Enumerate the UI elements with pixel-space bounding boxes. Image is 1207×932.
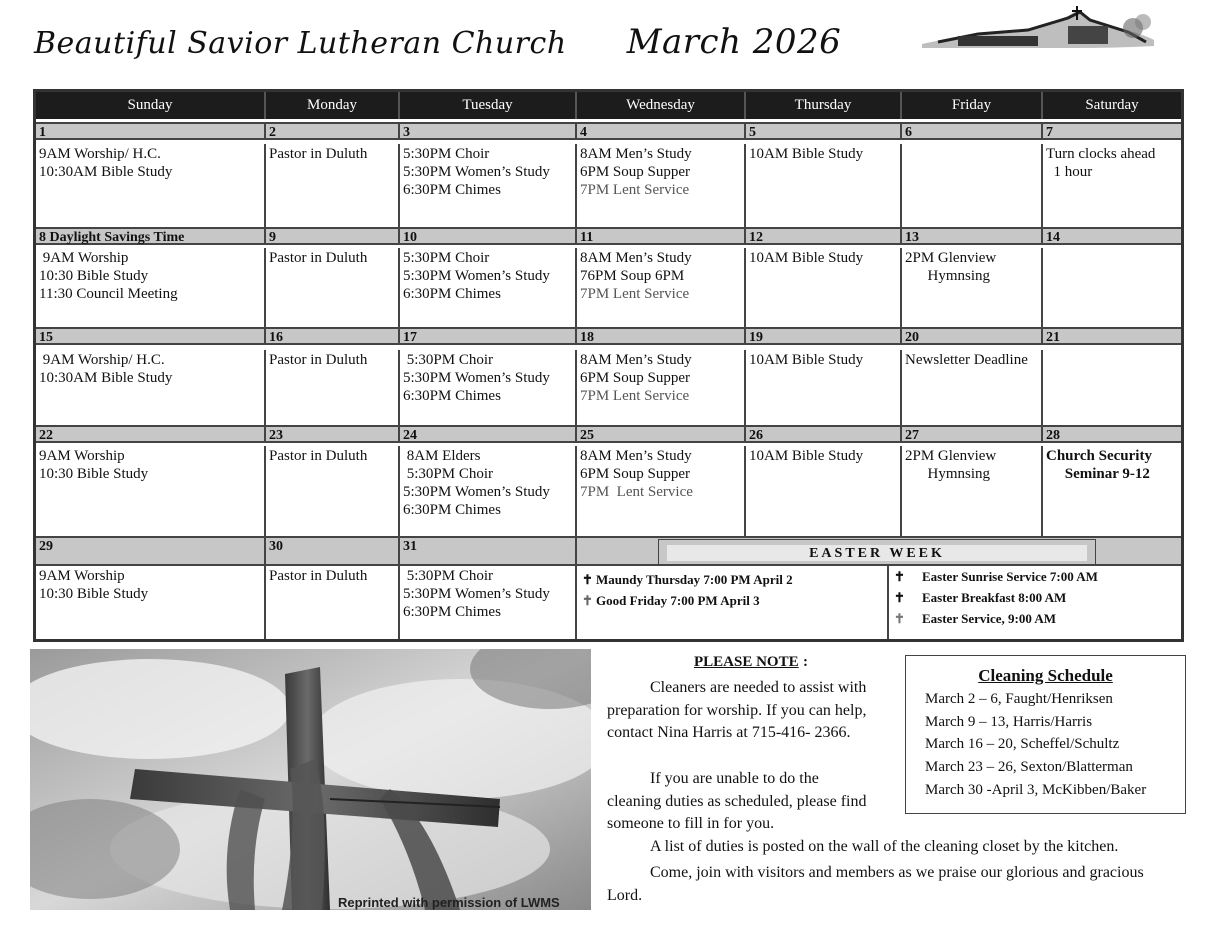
day-events: [577, 446, 746, 538]
day-events: [577, 144, 746, 227]
day-events: Pastor in Duluth: [266, 566, 400, 639]
church-name: Beautiful Savior Lutheran Church: [34, 26, 567, 61]
day-events: Turn clocks ahead 1 hour: [1046, 146, 1156, 180]
cross-icon: ✝: [582, 593, 593, 608]
cleaning-item: March 23 – 26, Sexton/Blatterman: [925, 759, 1133, 775]
date-number: 4: [577, 122, 746, 140]
event-text: 8AM Men’s Study 6PM Soup Supper: [580, 352, 692, 386]
easter-event: ✝ Good Friday 7:00 PM April 3: [582, 593, 760, 608]
date-number: 13: [902, 227, 1043, 245]
event-text: 8AM Men’s Study 6PM Soup Supper: [580, 146, 692, 180]
date-number: 11: [577, 227, 746, 245]
lent-service: 7PM Lent Service: [580, 286, 690, 302]
easter-event: ✝ Easter Service, 9:00 AM: [894, 611, 1057, 626]
day-events: 5:30PM Choir 5:30PM Women’s Study 6:30PM Chimes: [400, 144, 577, 227]
day-events: 9AM Worship/ H.C. 10:30AM Bible Study: [36, 350, 266, 425]
header-saturday: Saturday: [1043, 92, 1181, 119]
page-title: [34, 22, 841, 62]
event-text: 8AM Men’s Study 6PM Soup Supper: [580, 448, 692, 482]
day-events: 10AM Bible Study: [746, 446, 902, 538]
church-logo: [918, 6, 1158, 54]
header-tuesday: Tuesday: [400, 92, 577, 119]
date-number: 20: [902, 327, 1043, 345]
day-events: 2PM Glenview Hymnsing: [902, 446, 1043, 538]
easter-week-label: EASTER WEEK: [667, 545, 1087, 561]
date-number: 5: [746, 122, 902, 140]
month-title: March 2026: [626, 22, 842, 62]
header-sunday: Sunday: [36, 92, 266, 119]
note-paragraph: A list of duties is posted on the wall of the cleaning closet by the kitchen.: [650, 838, 1119, 855]
date-number: 3: [400, 122, 577, 140]
header-thursday: Thursday: [746, 92, 902, 119]
day-events: 9AM Worship 10:30 Bible Study: [36, 566, 266, 639]
date-number: 14: [1043, 227, 1181, 245]
day-events: 2PM Glenview Hymnsing: [902, 248, 1043, 327]
date-number: 6: [902, 122, 1043, 140]
header-friday: Friday: [902, 92, 1043, 119]
date-number: 28: [1043, 425, 1181, 443]
date-number: 1: [36, 122, 266, 140]
day-events: Church Security Seminar 9-12: [1046, 448, 1152, 482]
day-events: Pastor in Duluth: [266, 446, 400, 538]
date-number: 2: [266, 122, 400, 140]
day-events: 5:30PM Choir 5:30PM Women’s Study 6:30PM Chimes: [400, 566, 577, 639]
day-events: 9AM Worship 10:30 Bible Study 11:30 Council Meeting: [36, 248, 266, 327]
date-number: 10: [400, 227, 577, 245]
lent-service: 7PM Lent Service: [580, 182, 690, 198]
day-events: 5:30PM Choir 5:30PM Women’s Study 6:30PM Chimes: [400, 350, 577, 425]
event-text: 8AM Men’s Study 76PM Soup 6PM: [580, 250, 692, 284]
date-number: 26: [746, 425, 902, 443]
day-events: [577, 248, 746, 327]
day-events: 9AM Worship 10:30 Bible Study: [36, 446, 266, 538]
day-events: Pastor in Duluth: [266, 350, 400, 425]
cleaning-schedule: [905, 655, 1186, 814]
cross-icon: ✝: [894, 569, 905, 584]
date-number: 27: [902, 425, 1043, 443]
cleaning-item: March 2 – 6, Faught/Henriksen: [925, 691, 1113, 707]
date-number: 15: [36, 327, 266, 345]
please-note-title: PLEASE NOTE: [694, 654, 799, 670]
date-number: 12: [746, 227, 902, 245]
date-number: 21: [1043, 327, 1181, 345]
header-wednesday: Wednesday: [577, 92, 746, 119]
cleaning-item: March 16 – 20, Scheffel/Schultz: [925, 736, 1120, 752]
lent-service: 7PM Lent Service: [580, 484, 693, 500]
cross-icon: ✝: [894, 611, 905, 626]
date-number: 18: [577, 327, 746, 345]
date-number: 22: [36, 425, 266, 443]
day-events: 10AM Bible Study: [746, 248, 902, 327]
date-number: 8 Daylight Savings Time: [36, 227, 266, 245]
date-number: 25: [577, 425, 746, 443]
cleaning-item: March 30 -April 3, McKibben/Baker: [925, 782, 1147, 798]
lent-service: 7PM Lent Service: [580, 388, 690, 404]
date-number: 16: [266, 327, 400, 345]
photo-credit: Reprinted with permission of LWMS: [338, 895, 560, 910]
cross-icon: ✝: [582, 572, 593, 587]
day-events: 10AM Bible Study: [746, 144, 902, 227]
date-number: 30: [266, 536, 400, 566]
date-number: 17: [400, 327, 577, 345]
day-events: Newsletter Deadline: [902, 350, 1043, 425]
day-events: 10AM Bible Study: [746, 350, 902, 425]
day-events: [902, 144, 1043, 227]
day-events: [1043, 350, 1181, 425]
date-number: 7: [1043, 122, 1181, 140]
date-number: 9: [266, 227, 400, 245]
day-events: 5:30PM Choir 5:30PM Women’s Study 6:30PM Chimes: [400, 248, 577, 327]
easter-event: ✝ Easter Sunrise Service 7:00 AM: [894, 569, 1098, 584]
date-number: 19: [746, 327, 902, 345]
cross-photo: [30, 649, 591, 910]
note-paragraph: Come, join with visitors and members as we praise our glorious and gracious Lord.: [607, 864, 1144, 904]
day-events: Pastor in Duluth: [266, 248, 400, 327]
cleaning-title: Cleaning Schedule: [978, 666, 1113, 685]
day-events: [577, 350, 746, 425]
please-note-colon: :: [803, 654, 808, 670]
cleaning-item: March 9 – 13, Harris/Harris: [925, 714, 1093, 730]
day-events: 9AM Worship/ H.C. 10:30AM Bible Study: [36, 144, 266, 227]
easter-event: ✝ Easter Breakfast 8:00 AM: [894, 590, 1067, 605]
cross-icon: ✝: [894, 590, 905, 605]
note-paragraph: Cleaners are needed to assist with preparation for worship. If you can help, contact Nina Harris at 715-416- 2366.: [607, 679, 867, 741]
day-events: [1043, 248, 1181, 327]
date-number: 23: [266, 425, 400, 443]
day-events: 8AM Elders 5:30PM Choir 5:30PM Women’s Study 6:30PM Chimes: [400, 446, 577, 538]
date-number: 29: [36, 536, 266, 566]
date-number: 24: [400, 425, 577, 443]
note-paragraph: If you are unable to do the cleaning duties as scheduled, please find someone to fill in for you.: [607, 770, 867, 832]
easter-week-banner: [658, 539, 1096, 565]
header-monday: Monday: [266, 92, 400, 119]
date-number: 31: [400, 536, 577, 566]
day-events: Pastor in Duluth: [266, 144, 400, 227]
calendar-grid: [33, 89, 1184, 642]
easter-event: ✝ Maundy Thursday 7:00 PM April 2: [582, 572, 793, 587]
